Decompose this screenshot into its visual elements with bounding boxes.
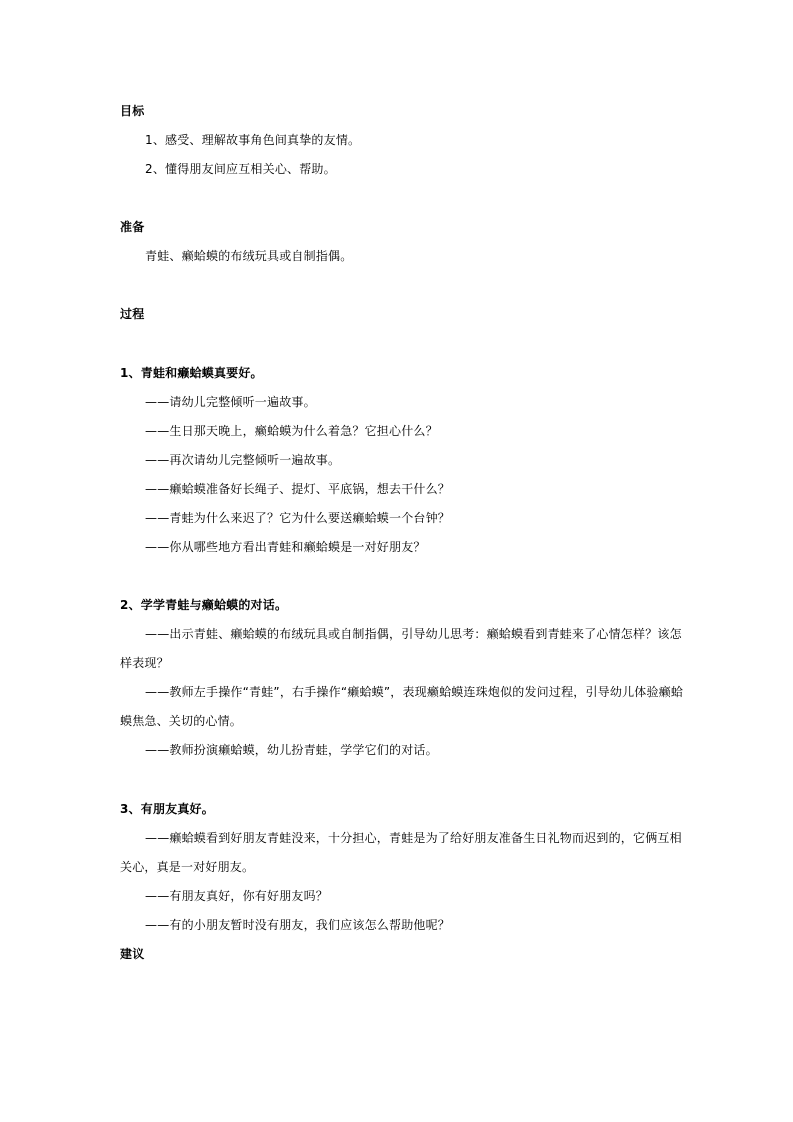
part1-item-1: ——请幼儿完整倾听一遍故事。 — [145, 395, 316, 409]
part2-para1-line2: 样表现？ — [120, 656, 169, 670]
part1-item-5: ——青蛙为什么来迟了？它为什么要送癞蛤蟆一个台钟？ — [145, 511, 451, 525]
part1-item-2: ——生日那天晚上，癞蛤蟆为什么着急？它担心什么？ — [145, 424, 438, 438]
part1-item-3: ——再次请幼儿完整倾听一遍故事。 — [145, 453, 341, 467]
part2-para2-line2: 蟆焦急、关切的心情。 — [120, 714, 243, 728]
suggest-heading: 建议 — [120, 947, 145, 961]
part1-item-6: ——你从哪些地方看出青蛙和癞蛤蟆是一对好朋友？ — [145, 540, 426, 554]
goal-item-1: 1、感受、理解故事角色间真挚的友情。 — [145, 133, 361, 147]
prep-heading: 准备 — [120, 220, 145, 234]
part3-para2: ——有朋友真好，你有好朋友吗？ — [145, 889, 329, 903]
goal-heading: 目标 — [120, 104, 145, 118]
part2-para1-line1: ——出示青蛙、癞蛤蟆的布绒玩具或自制指偶，引导幼儿思考：癞蛤蟆看到青蛙来了心情怎样？该怎 — [145, 627, 682, 641]
part2-para2-line1: ——教师左手操作“青蛙”，右手操作“癞蛤蟆”，表现癞蛤蟆连珠炮似的发问过程，引导幼儿体验癞蛤 — [145, 685, 684, 699]
part3-para3: ——有的小朋友暂时没有朋友，我们应该怎么帮助他呢？ — [145, 918, 451, 932]
prep-text: 青蛙、癞蛤蟆的布绒玩具或自制指偶。 — [145, 249, 353, 263]
part3-para1-line1: ——癞蛤蟆看到好朋友青蛙没来，十分担心，青蛙是为了给好朋友准备生日礼物而迟到的，它俩互相 — [145, 831, 682, 845]
process-heading: 过程 — [120, 307, 145, 321]
part3-heading: 3、有朋友真好。 — [120, 802, 214, 816]
part1-heading: 1、青蛙和癞蛤蟆真要好。 — [120, 366, 263, 380]
part3-para1-line2: 关心，真是一对好朋友。 — [120, 860, 255, 874]
part1-item-4: ——癞蛤蟆准备好长绳子、提灯、平底锅，想去干什么？ — [145, 482, 451, 496]
goal-item-2: 2、懂得朋友间应互相关心、帮助。 — [145, 162, 336, 176]
part2-para3: ——教师扮演癞蛤蟆，幼儿扮青蛙，学学它们的对话。 — [145, 743, 438, 757]
part2-heading: 2、学学青蛙与癞蛤蟆的对话。 — [120, 598, 288, 612]
